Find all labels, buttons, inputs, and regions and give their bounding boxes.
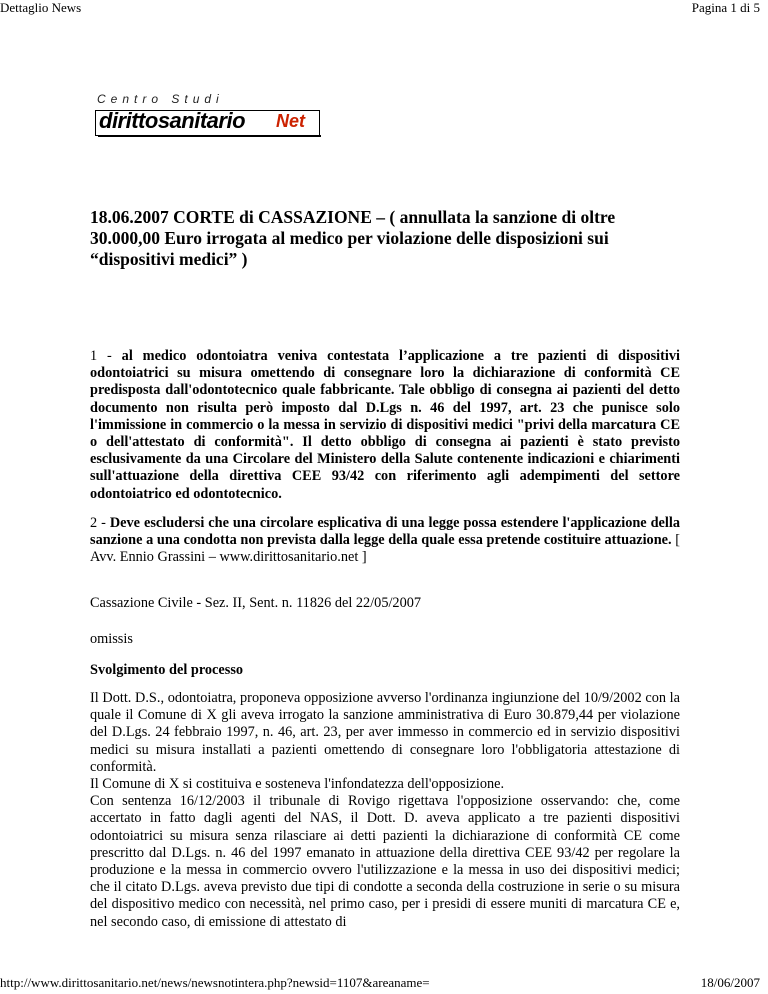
page-url[interactable]: http://www.dirittosanitario.net/news/newsnotintera.php?newsid=1107&areaname= (0, 975, 430, 990)
page-number: Pagina 1 di 5 (691, 0, 760, 15)
omissis: omissis (90, 631, 133, 647)
point-2 (90, 515, 680, 567)
body-text (90, 690, 680, 931)
point-2-number: 2 - (90, 515, 110, 531)
dirittosanitario-logo[interactable] (95, 92, 325, 142)
section-heading: Svolgimento del processo (90, 662, 244, 678)
point-1-number: 1 - (90, 348, 122, 364)
citation: Cassazione Civile - Sez. II, Sent. n. 11826 del 22/05/2007 (90, 595, 422, 611)
body-paragraph-1: Il Dott. D.S., odontoiatra, proponeva opposizione avverso l'ordinanza ingiunzione del 10/9/2002 con la quale il Comune di X gli aveva irrogato la sanzione amministrativa di Euro 30.879,44 per violazione del D.Lgs. 24 febbraio 1997, n. 46, art. 23, per aver immesso in commercio ed in servizio dispositivi medici su misura installati a pazienti omettendo di consegnare loro l'obbligatoria attestazione di conformità. (90, 690, 680, 775)
logo-tagline: Centro Studi (97, 92, 224, 106)
page-header-title: Dettaglio News (0, 0, 82, 15)
point-2-text: Deve escludersi che una circolare esplicativa di una legge possa estendere l'applicazione della sanzione a una condotta non prevista dalla legge della quale essa pretende costituire attuazione. (90, 515, 680, 549)
logo-suffix: Net (276, 111, 306, 131)
news-title: 18.06.2007 CORTE di CASSAZIONE – ( annullata la sanzione di oltre 30.000,00 Euro irrogata al medico per violazione delle disposizioni sui “dispositivi medici” ) (90, 207, 616, 269)
point-1 (90, 348, 680, 503)
body-paragraph-3: Con sentenza 16/12/2003 il tribunale di Rovigo rigettava l'opposizione osservando: che, come accertato in fatto dagli agenti del NAS, il Dott. D. aveva applicato a tre pazienti dispositivi odontoiatrici su misura senza rilasciare ai detti pazienti la dichiarazione di conformità CE come prescritto dal D.Lgs. n. 46 del 1997 emanato in attuazione della direttiva CEE 93/42 per regolare la produzione e la messa in commercio ovvero l'utilizzazione e la messa in uso dei dispositivi medici; che il citato D.Lgs. aveva previsto due tipi di condotte a seconda della costruzione in serie o su misura del dispositivo medico con necessità, nel primo caso, per i presidi di essere muniti di marcatura CE e, nel secondo caso, di emissione di attestato di (90, 793, 680, 930)
logo-brand: dirittosanitario (99, 108, 246, 133)
point-2-credit: [ Avv. Ennio Grassini – www.dirittosanitario.net ] (90, 532, 681, 566)
page-date: 18/06/2007 (700, 975, 760, 990)
body-paragraph-2: Il Comune di X si costituiva e sosteneva l'infondatezza dell'opposizione. (90, 776, 505, 793)
point-1-text: al medico odontoiatra veniva contestata l’applicazione a tre pazienti di dispositivi odontoiatrici su misura omettendo di consegnare loro la dichiarazione di conformità CE predisposta dall'odontotecnico quale fabbricante. Tale obbligo di consegna ai pazienti del detto documento non risulta però imposto dal D.Lgs n. 46 del 1997, art. 23 che punisce solo l'immissione in commercio o la messa in servizio di dispositivi medici "privi della marcatura CE o dell'attestato di conformità". Il detto obbligo di consegna ai pazienti è stato previsto esclusivamente da una Circolare del Ministero della Salute contenente indicazioni e chiarimenti sull'attuazione della direttiva CEE 93/42 con riferimento agli adempimenti del settore odontoiatrico ed odontotecnico. (90, 348, 681, 502)
